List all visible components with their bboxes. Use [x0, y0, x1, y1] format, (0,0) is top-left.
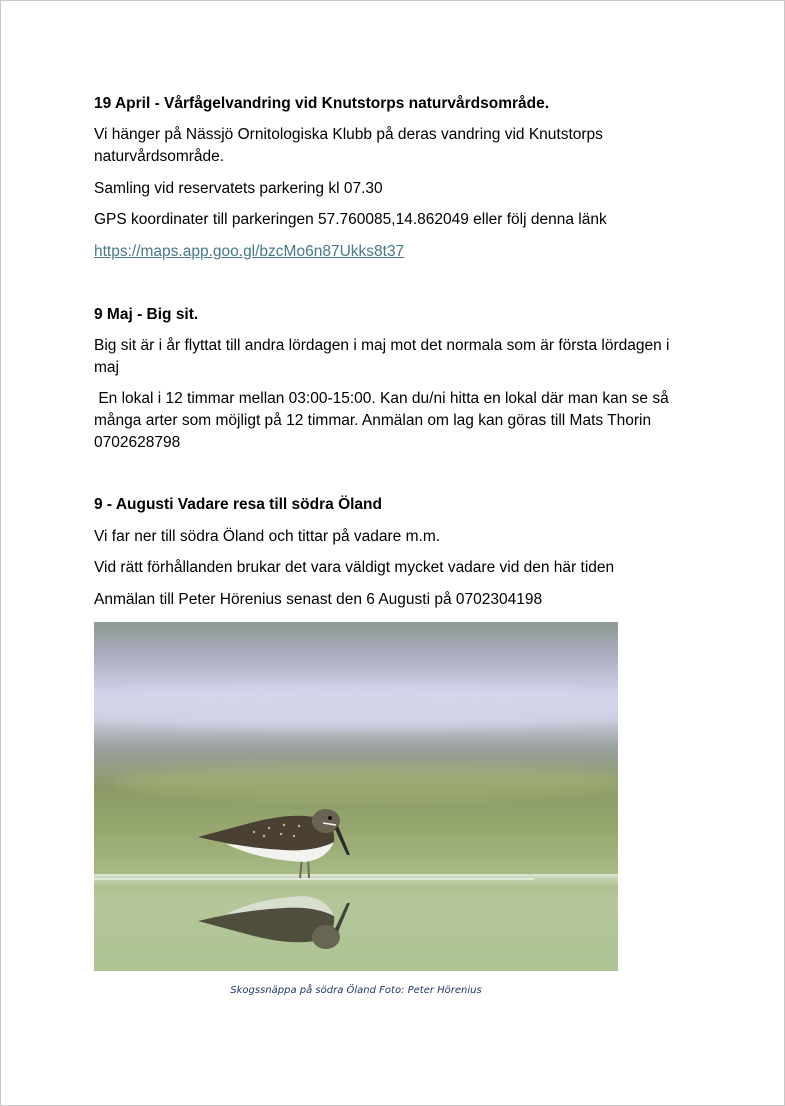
paragraph-april-gps: GPS koordinater till parkeringen 57.760085,14.862049 eller följ denna länk [94, 211, 607, 228]
paragraph-may-info: Big sit är i år flyttat till andra lördagen i maj mot det normala som är första lördagen i maj [94, 337, 670, 376]
maps-link[interactable]: https://maps.app.goo.gl/bzcMo6n87Ukks8t37 [94, 243, 405, 260]
paragraph-august-conditions: Vid rätt förhållanden brukar det vara väldigt mycket vadare vid den här tiden [94, 559, 615, 576]
section-heading-april: 19 April - Vårfågelvandring vid Knutstorps naturvårdsområde. [94, 95, 550, 112]
paragraph-august-intro: Vi far ner till södra Öland och tittar på vadare m.m. [94, 528, 441, 545]
paragraph-april-intro: Vi hänger på Nässjö Ornitologiska Klubb på deras vandring vid Knutstorps naturvårdsområde. [94, 126, 603, 165]
photo-caption: Skogssnäppa på södra Öland Foto: Peter Hörenius [230, 985, 482, 996]
section-heading-august: 9 - Augusti Vadare resa till södra Öland [94, 496, 382, 513]
paragraph-august-signup: Anmälan till Peter Hörenius senast den 6 Augusti på 0702304198 [94, 591, 543, 608]
paragraph-may-details: En lokal i 12 timmar mellan 03:00-15:00. Kan du/ni hitta en lokal där man kan se så många arter som möjligt på 12 timmar. Anmälan om lag kan göras till Mats Thorin 0702628798 [94, 390, 673, 451]
paragraph-april-meeting: Samling vid reservatets parkering kl 07.30 [94, 180, 383, 197]
section-heading-may: 9 Maj - Big sit. [94, 306, 199, 323]
sandpiper-photo [94, 622, 618, 971]
